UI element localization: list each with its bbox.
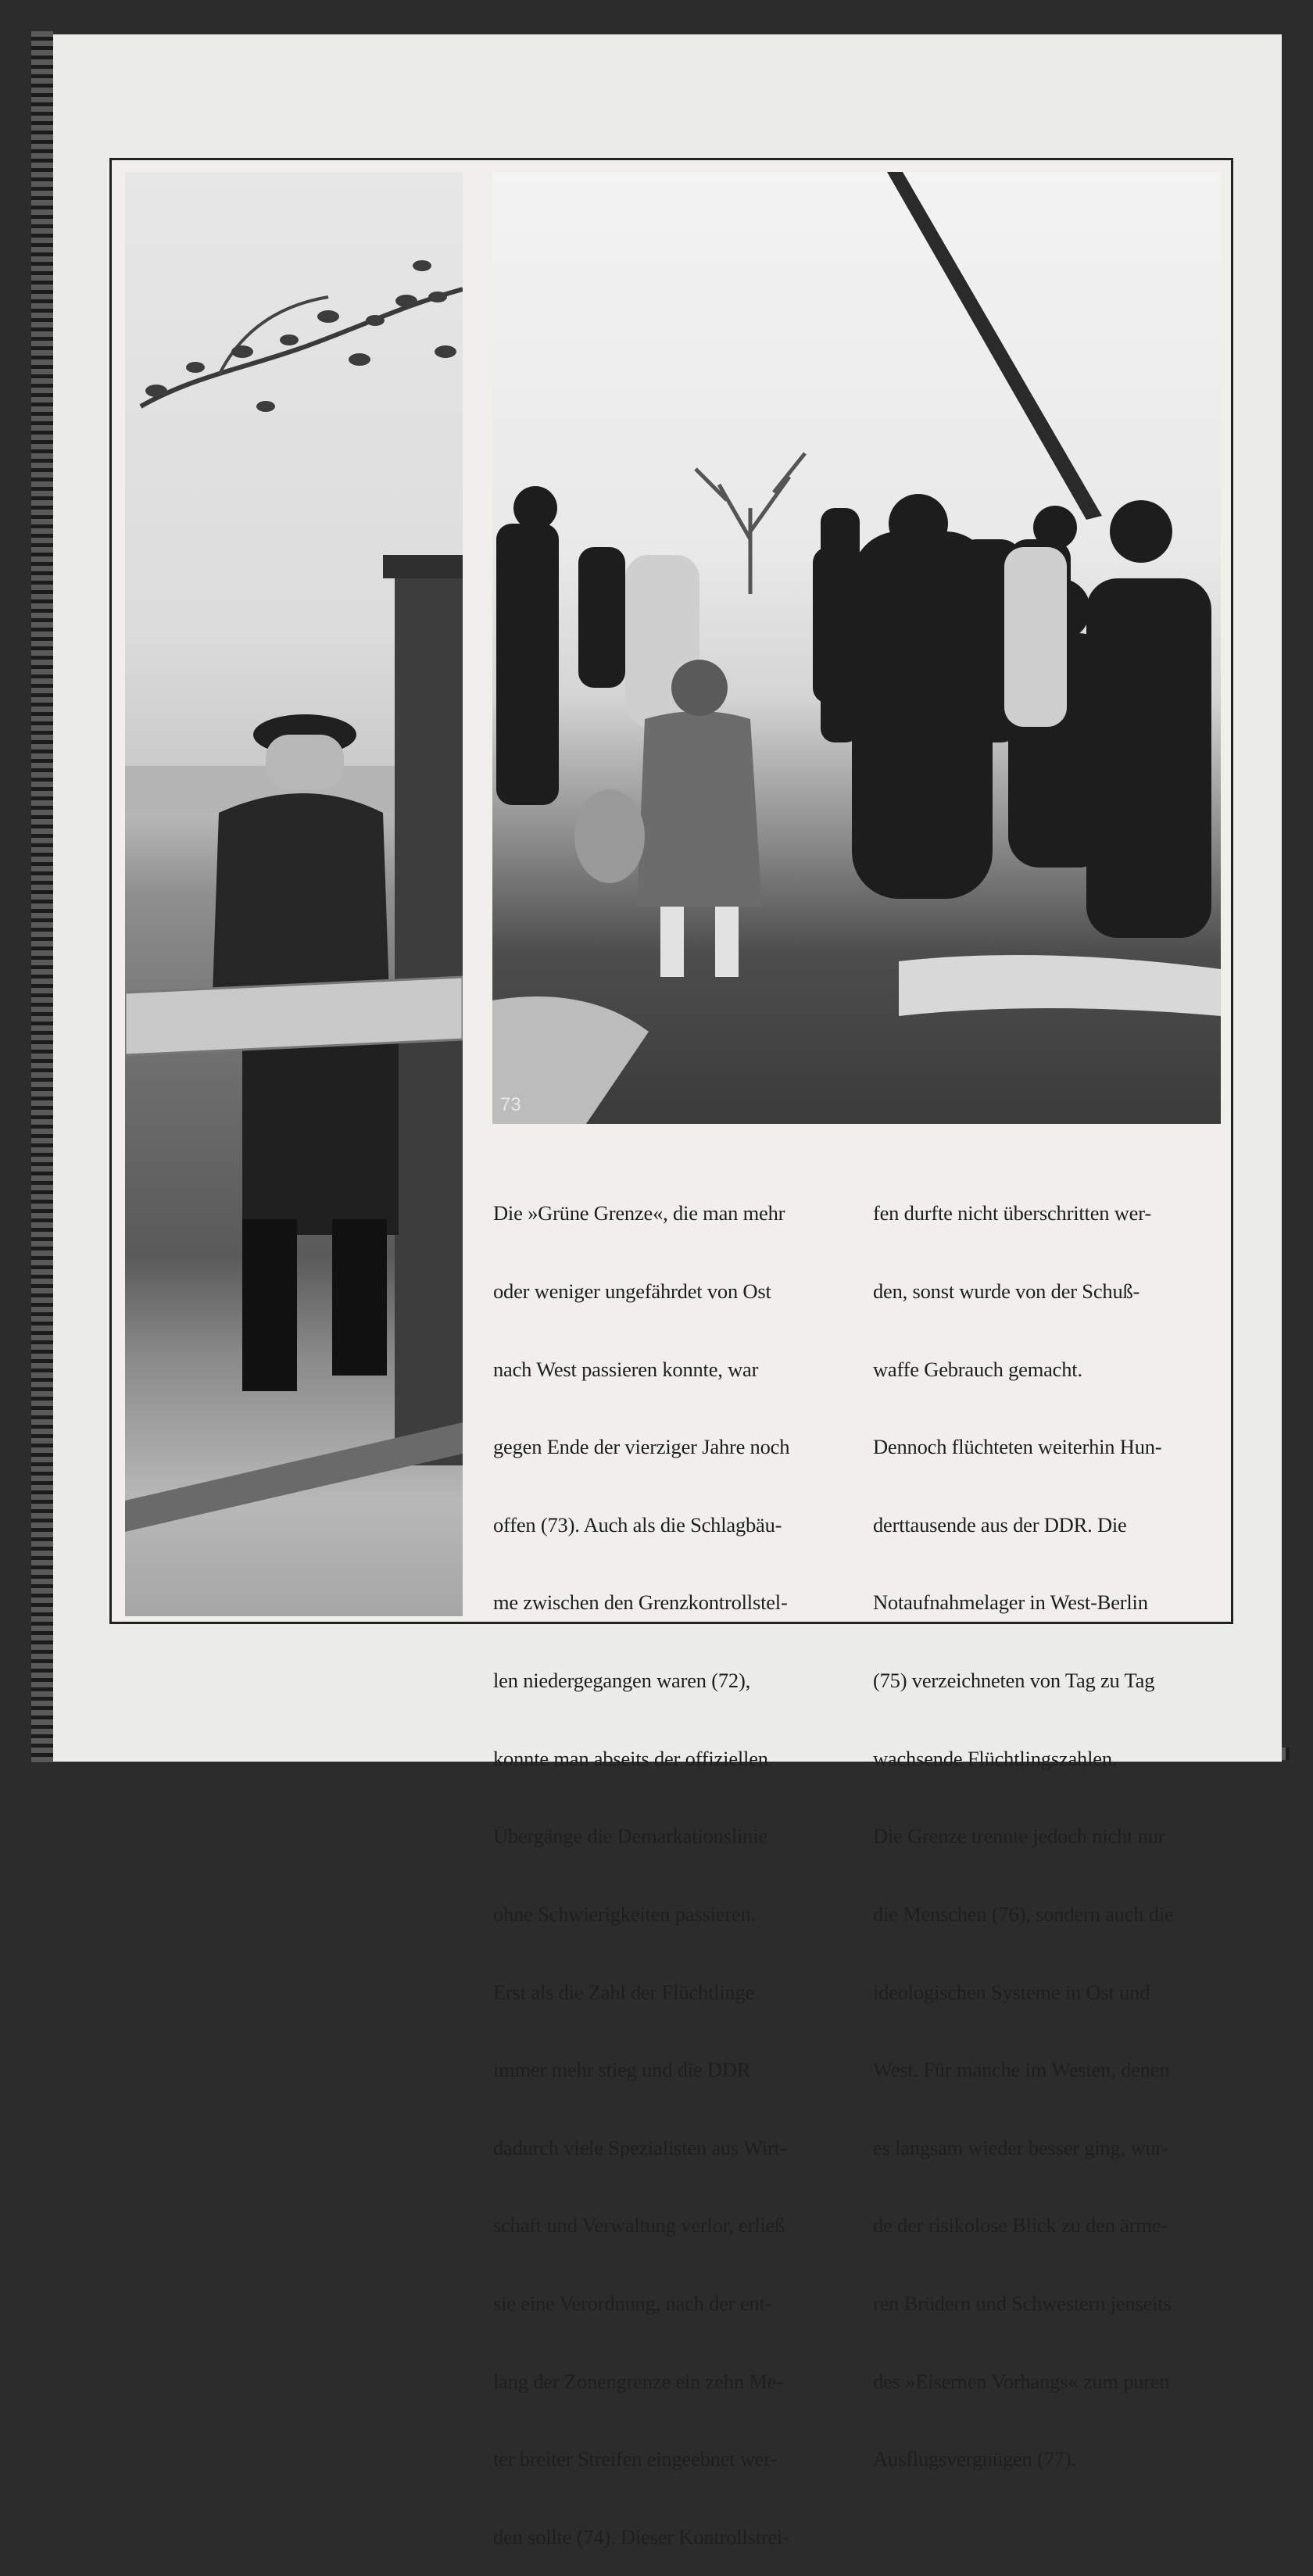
text-line: len niedergegangen waren (72), <box>493 1669 751 1693</box>
text-line: immer mehr stieg und die DDR <box>493 2058 751 2082</box>
text-line: Notaufnahmelager in West-Berlin <box>873 1590 1148 1615</box>
text-line: West. Für manche im Westen, denen <box>873 2058 1170 2082</box>
text-line: fen durfte nicht überschritten wer- <box>873 1201 1151 1225</box>
text-line: ren Brüdern und Schwestern jenseits <box>873 2291 1172 2315</box>
text-line: lang der Zonengrenze ein zehn Me- <box>493 2369 783 2393</box>
text-line: gegen Ende der vierziger Jahre noch <box>493 1435 790 1459</box>
refugees-photo <box>492 172 1221 1124</box>
text-line: Die Grenze trennte jedoch nicht nur <box>873 1824 1165 1848</box>
text-line: den, sonst wurde von der Schuß- <box>873 1279 1140 1304</box>
text-line: den sollte (74). Dieser Kontrollstrei- <box>493 2524 789 2549</box>
text-line: sie eine Verordnung, nach der ent- <box>493 2291 772 2315</box>
text-line: wachsende Flüchtlingszahlen. <box>873 1746 1118 1770</box>
article-column-1 <box>493 1149 789 2576</box>
border-guard-photo <box>125 172 463 1616</box>
text-line: (75) verzeichneten von Tag zu Tag <box>873 1669 1155 1693</box>
binder-sleeve-edge <box>31 31 53 1763</box>
text-line: derttausende aus der DDR. Die <box>873 1512 1127 1537</box>
article-column-2 <box>873 1149 1173 2499</box>
text-line: konnte man abseits der offiziellen <box>493 1746 768 1770</box>
text-line: dadurch viele Spezialisten aus Wirt- <box>493 2135 787 2159</box>
text-line: de der risikolose Blick zu den ärme- <box>873 2213 1168 2238</box>
text-line: des »Eisernen Vorhangs« zum puren <box>873 2369 1170 2393</box>
text-line: Dennoch flüchteten weiterhin Hun- <box>873 1435 1162 1459</box>
text-line: waffe Gebrauch gemacht. <box>873 1357 1082 1381</box>
refugees-photo-drawing <box>492 172 1221 1124</box>
text-line: die Menschen (76), sondern auch die <box>873 1902 1174 1926</box>
text-line: ideologischen Systeme in Ost und <box>873 1980 1150 2004</box>
text-line: es langsam wieder besser ging, wur- <box>873 2135 1169 2159</box>
text-line: me zwischen den Grenzkontrollstel- <box>493 1590 788 1615</box>
text-line: Übergänge die Demarkationslinie <box>493 1824 767 1848</box>
text-line: schaft und Verwaltung verlor, erließ <box>493 2213 785 2238</box>
text-line: offen (73). Auch als die Schlagbäu- <box>493 1512 782 1537</box>
text-line: oder weniger ungefährdet von Ost <box>493 1279 771 1304</box>
border-guard-photo-drawing <box>125 172 463 1616</box>
text-line: Ausflugsvergnügen (77). <box>873 2447 1076 2471</box>
text-line: ter breiter Streifen eingeebnet wer- <box>493 2447 778 2471</box>
text-line: nach West passieren konnte, war <box>493 1357 759 1381</box>
text-line: Erst als die Zahl der Flüchtlinge <box>493 1980 755 2004</box>
text-line: ohne Schwierigkeiten passieren. <box>493 1902 756 1926</box>
text-line: Die »Grüne Grenze«, die man mehr <box>493 1201 785 1225</box>
photo-number: 73 <box>500 1094 521 1115</box>
